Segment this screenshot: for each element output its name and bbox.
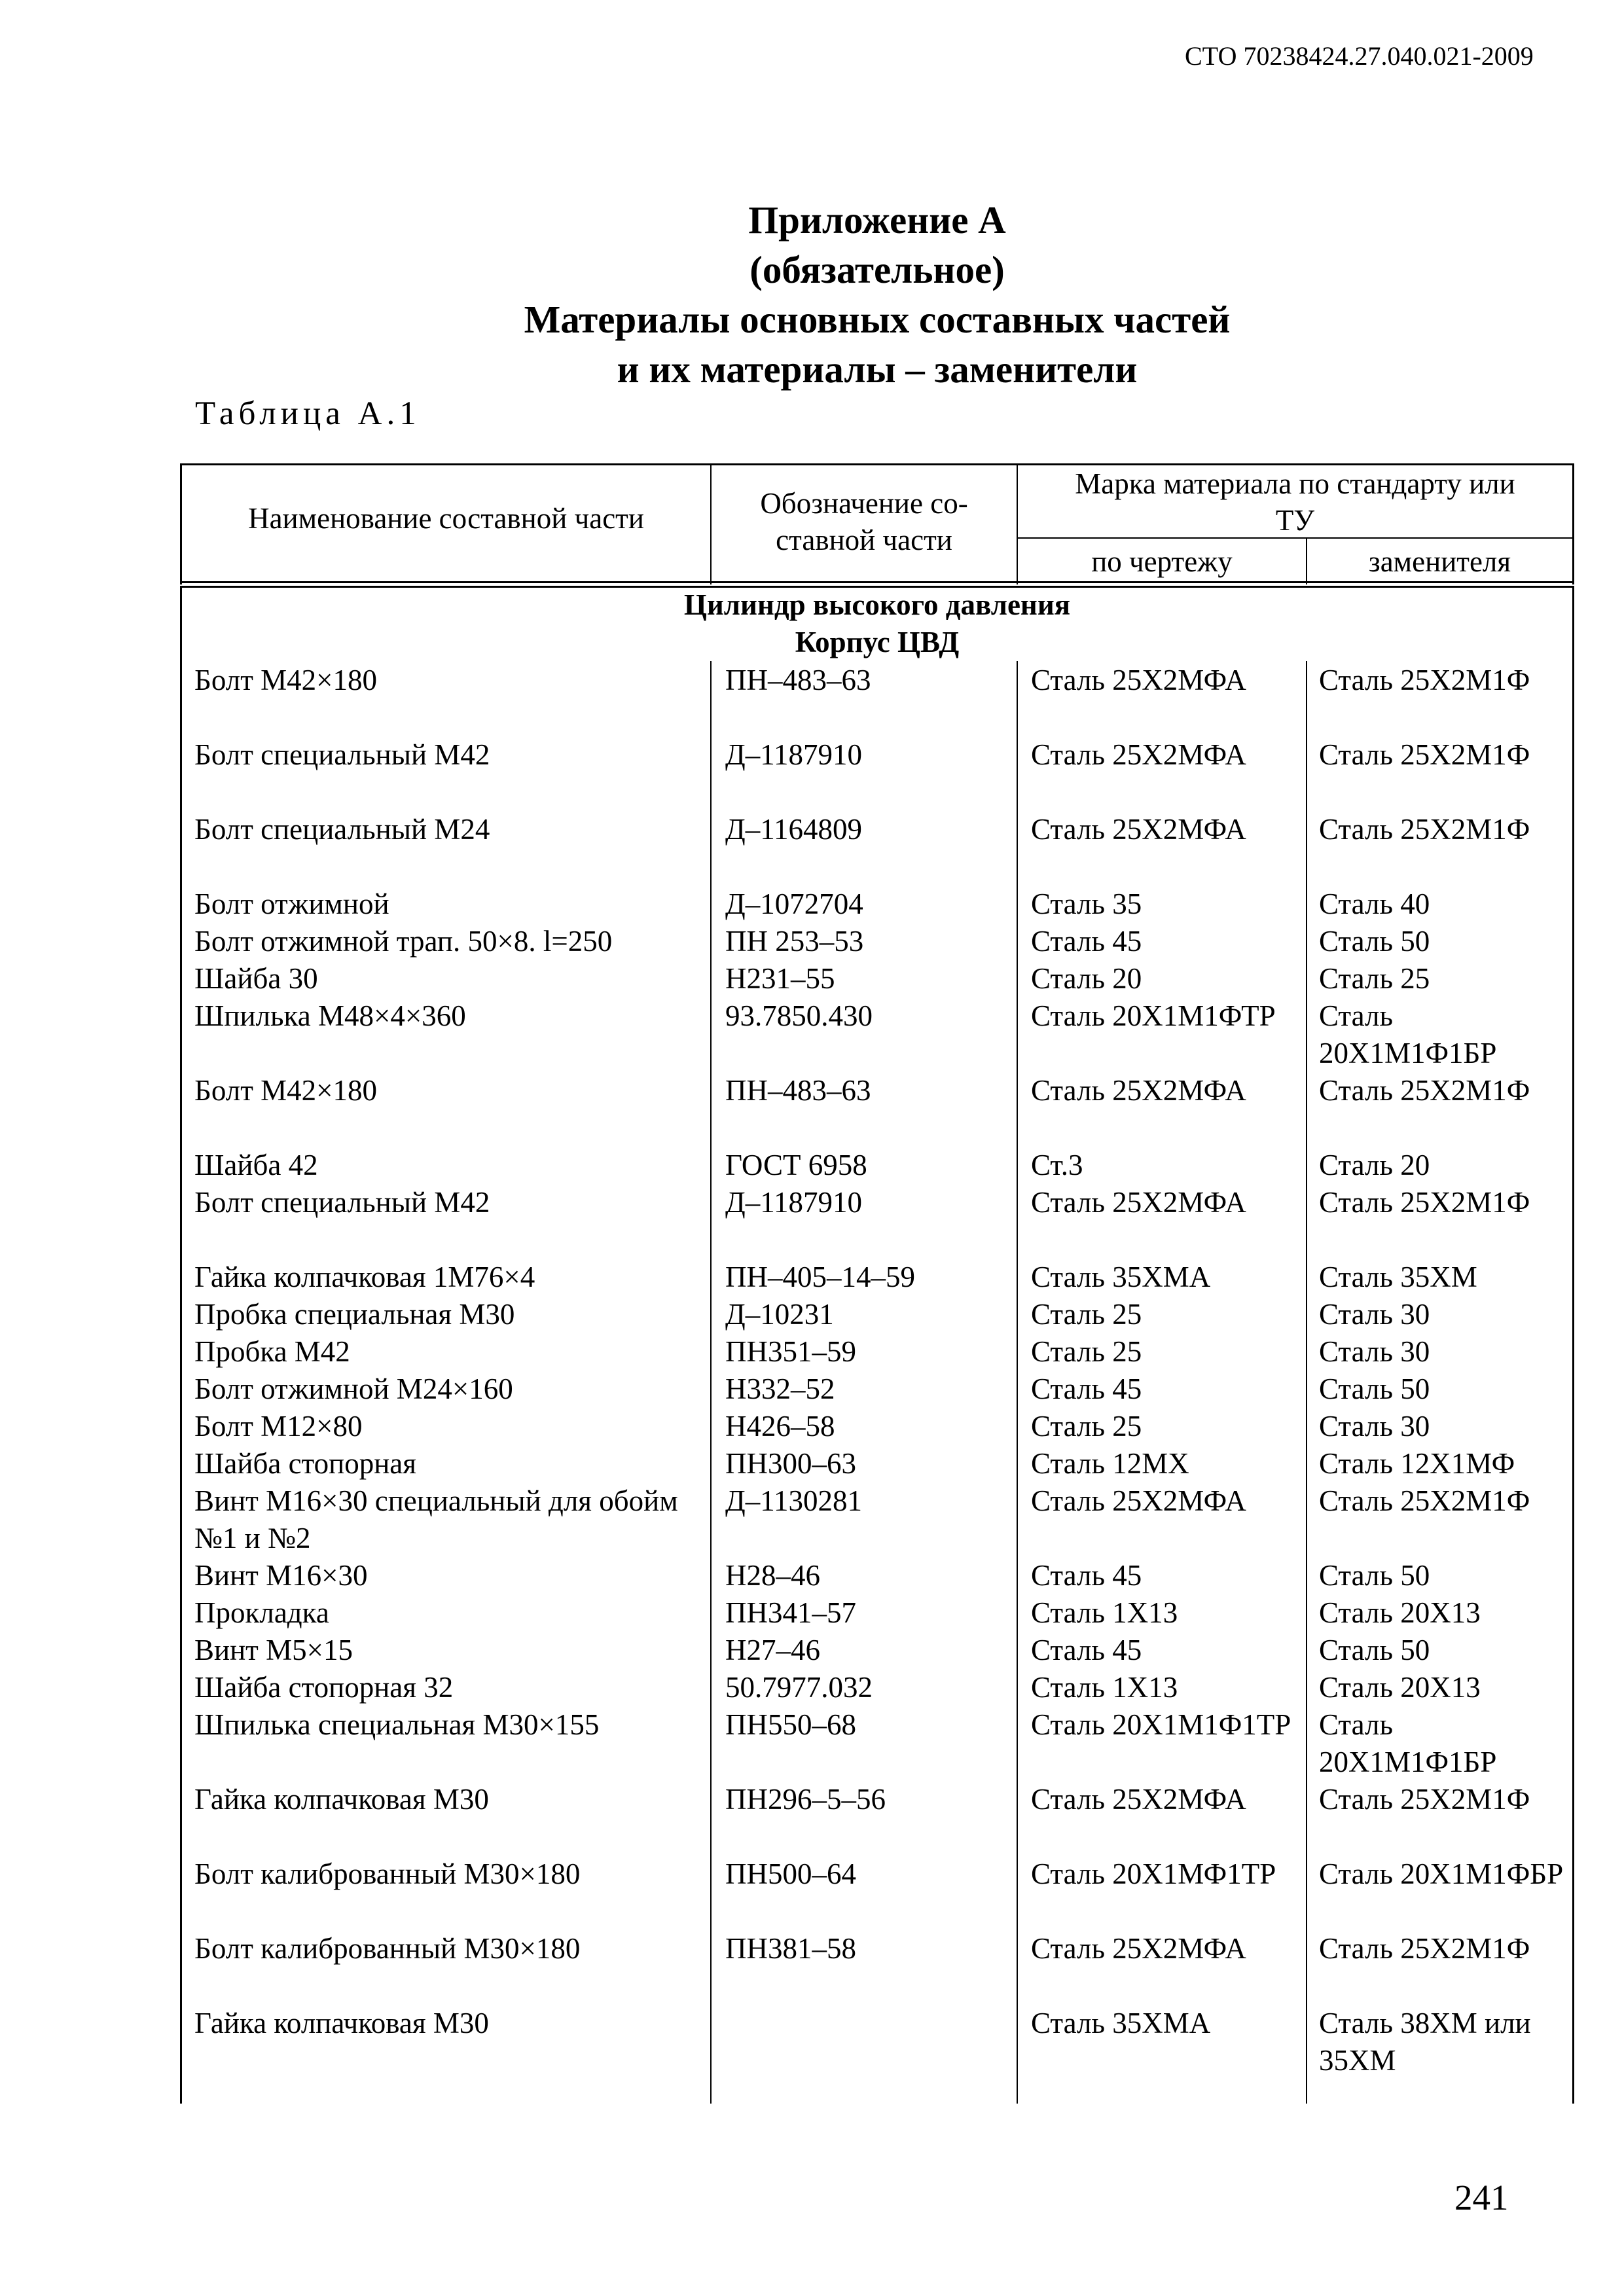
row-substitute: Сталь 25 (1319, 962, 1430, 995)
row-designation: 93.7850.430 (725, 999, 873, 1032)
row-designation: Н28–46 (725, 1559, 820, 1592)
header-designation-line-2: ставной части (776, 524, 952, 556)
table-caption: Таблица А.1 (195, 395, 421, 432)
row-substitute: Сталь 20Х1М1ФБР (1319, 1857, 1564, 1890)
row-material: Сталь 45 (1031, 1372, 1142, 1405)
row-material: Сталь 25Х2МФА (1031, 738, 1246, 771)
section-title: Цилиндр высокого давления (683, 588, 1071, 621)
row-substitute: Сталь 35ХМ (1319, 1261, 1477, 1293)
row-material: Сталь 25 (1031, 1298, 1142, 1331)
header-designation-line-1: Обозначение со- (760, 487, 968, 520)
heading-line-1: Приложение А (748, 198, 1006, 242)
subsection-title: Корпус ЦВД (795, 626, 960, 658)
row-material: Сталь 20Х1М1Ф1ТР (1031, 1708, 1291, 1741)
appendix-heading (0, 195, 1624, 394)
header-grade-substitute: заменителя (1368, 545, 1511, 578)
row-designation: Д–1130281 (725, 1484, 863, 1517)
header-grade-by-drawing: по чертежу (1091, 545, 1233, 578)
row-substitute: Сталь 30 (1319, 1298, 1430, 1331)
row-name: Болт специальный М42 (194, 738, 490, 771)
row-name: Пробка М42 (194, 1335, 350, 1368)
row-material: Сталь 25Х2МФА (1031, 664, 1246, 696)
row-material: Сталь 12МХ (1031, 1447, 1189, 1480)
row-name: Гайка колпачковая М30 (194, 1783, 489, 1816)
row-name: Прокладка (194, 1596, 329, 1629)
row-designation: Н27–46 (725, 1634, 820, 1666)
row-substitute: Сталь 30 (1319, 1410, 1430, 1443)
row-name: Гайка колпачковая 1М76×4 (194, 1261, 535, 1293)
row-name: Шайба стопорная 32 (194, 1671, 454, 1704)
row-material: Сталь 35ХМА (1031, 2007, 1211, 2039)
row-name: Болт отжимной М24×160 (194, 1372, 513, 1405)
row-designation: ПН–483–63 (725, 1074, 871, 1107)
row-designation: Н231–55 (725, 962, 835, 995)
row-substitute: Сталь 50 (1319, 925, 1430, 958)
row-name: Шайба стопорная (194, 1447, 416, 1480)
row-substitute: Сталь 20Х1М1Ф1БР (1319, 1708, 1497, 1778)
row-material: Сталь 25Х2МФА (1031, 813, 1246, 846)
row-designation: ПН 253–53 (725, 925, 864, 958)
row-designation: Д–1164809 (725, 813, 863, 846)
column-divider-3 (1306, 661, 1307, 2104)
row-material: Сталь 25Х2МФА (1031, 1932, 1246, 1965)
row-substitute: Сталь 20Х13 (1319, 1596, 1481, 1629)
row-designation: Д–1072704 (725, 888, 863, 920)
row-designation: 50.7977.032 (725, 1671, 873, 1704)
row-substitute: Сталь 30 (1319, 1335, 1430, 1368)
row-designation: ПН296–5–56 (725, 1783, 886, 1816)
table-right-border (1572, 463, 1574, 584)
row-name: Винт М16×30 специальный для обойм №1 и №2 (194, 1484, 678, 1554)
row-name: Винт М5×15 (194, 1634, 353, 1666)
table-right-border-body (1572, 586, 1574, 2104)
row-substitute: Сталь 25Х2М1Ф (1319, 813, 1530, 846)
row-material: Сталь 20Х1М1ФТР (1031, 999, 1276, 1032)
row-designation: Н332–52 (725, 1372, 835, 1405)
row-material: Сталь 35ХМА (1031, 1261, 1211, 1293)
row-name: Пробка специальная М30 (194, 1298, 515, 1331)
heading-line-3: Материалы основных составных частей (524, 298, 1231, 341)
row-name: Шпилька специальная М30×155 (194, 1708, 600, 1741)
page-number: 241 (1454, 2178, 1509, 2217)
row-name: Гайка колпачковая М30 (194, 2007, 489, 2039)
header-name: Наименование составной части (248, 502, 644, 535)
row-designation: ПН–483–63 (725, 664, 871, 696)
row-designation: ПН381–58 (725, 1932, 856, 1965)
document-code: СТО 70238424.27.040.021-2009 (1185, 41, 1534, 71)
header-bottom-rule-1 (180, 581, 1574, 583)
row-designation: ПН351–59 (725, 1335, 856, 1368)
row-name: Шайба 30 (194, 962, 318, 995)
row-substitute: Сталь 20Х1М1Ф1БР (1319, 999, 1497, 1069)
row-material: Сталь 25 (1031, 1335, 1142, 1368)
row-substitute: Сталь 50 (1319, 1634, 1430, 1666)
row-material: Сталь 25Х2МФА (1031, 1484, 1246, 1517)
row-material: Сталь 45 (1031, 1559, 1142, 1592)
row-substitute: Сталь 40 (1319, 888, 1430, 920)
row-designation: Д–10231 (725, 1298, 834, 1331)
row-name: Винт М16×30 (194, 1559, 368, 1592)
row-material: Сталь 45 (1031, 1634, 1142, 1666)
row-material: Сталь 1Х13 (1031, 1596, 1178, 1629)
row-designation: ПН–405–14–59 (725, 1261, 915, 1293)
row-name: Болт специальный М42 (194, 1186, 490, 1219)
heading-line-4: и их материалы – заменители (617, 348, 1138, 391)
row-material: Сталь 35 (1031, 888, 1142, 920)
column-divider-2 (1017, 661, 1018, 2104)
header-grade-line-2: ТУ (1275, 504, 1315, 537)
row-designation: ПН500–64 (725, 1857, 856, 1890)
row-name: Болт отжимной (194, 888, 389, 920)
header-grade-line-1: Марка материала по стандарту или (1075, 467, 1515, 500)
row-substitute: Сталь 25Х2М1Ф (1319, 1074, 1530, 1107)
row-name: Шайба 42 (194, 1149, 318, 1181)
row-material: Сталь 1Х13 (1031, 1671, 1178, 1704)
heading-line-2: (обязательное) (749, 248, 1005, 291)
row-material: Сталь 25 (1031, 1410, 1142, 1443)
row-substitute: Сталь 25Х2М1Ф (1319, 1186, 1530, 1219)
row-designation: Н426–58 (725, 1410, 835, 1443)
row-material: Сталь 25Х2МФА (1031, 1783, 1246, 1816)
row-substitute: Сталь 25Х2М1Ф (1319, 738, 1530, 771)
table-left-border-body (180, 586, 182, 2104)
materials-table (180, 463, 1574, 2104)
row-name: Болт М42×180 (194, 1074, 378, 1107)
row-substitute: Сталь 25Х2М1Ф (1319, 664, 1530, 696)
row-designation: ПН300–63 (725, 1447, 856, 1480)
row-designation: ГОСТ 6958 (725, 1149, 867, 1181)
row-substitute: Сталь 20 (1319, 1149, 1430, 1181)
row-name: Болт специальный М24 (194, 813, 490, 846)
row-substitute: Сталь 38ХМ или 35ХМ (1319, 2007, 1531, 2077)
row-designation: ПН550–68 (725, 1708, 856, 1741)
row-material: Сталь 20 (1031, 962, 1142, 995)
row-substitute: Сталь 25Х2М1Ф (1319, 1484, 1530, 1517)
row-substitute: Сталь 50 (1319, 1559, 1430, 1592)
row-material: Сталь 25Х2МФА (1031, 1186, 1246, 1219)
column-divider-1 (710, 661, 712, 2104)
row-designation: Д–1187910 (725, 1186, 863, 1219)
row-substitute: Сталь 12Х1МФ (1319, 1447, 1515, 1480)
header-grade (1018, 465, 1572, 539)
row-name: Шпилька М48×4×360 (194, 999, 466, 1032)
row-name: Болт отжимной трап. 50×8. l=250 (194, 925, 613, 958)
row-material: Сталь 45 (1031, 925, 1142, 958)
row-name: Болт калиброванный М30×180 (194, 1932, 581, 1965)
row-material: Сталь 25Х2МФА (1031, 1074, 1246, 1107)
row-name: Болт М42×180 (194, 664, 378, 696)
row-material: Ст.3 (1031, 1149, 1083, 1181)
row-substitute: Сталь 25Х2М1Ф (1319, 1783, 1530, 1816)
row-substitute: Сталь 20Х13 (1319, 1671, 1481, 1704)
row-designation: Д–1187910 (725, 738, 863, 771)
row-substitute: Сталь 25Х2М1Ф (1319, 1932, 1530, 1965)
header-designation (712, 485, 1017, 558)
row-substitute: Сталь 50 (1319, 1372, 1430, 1405)
row-designation: ПН341–57 (725, 1596, 856, 1629)
row-material: Сталь 20Х1МФ1ТР (1031, 1857, 1276, 1890)
row-name: Болт М12×80 (194, 1410, 363, 1443)
row-name: Болт калиброванный М30×180 (194, 1857, 581, 1890)
